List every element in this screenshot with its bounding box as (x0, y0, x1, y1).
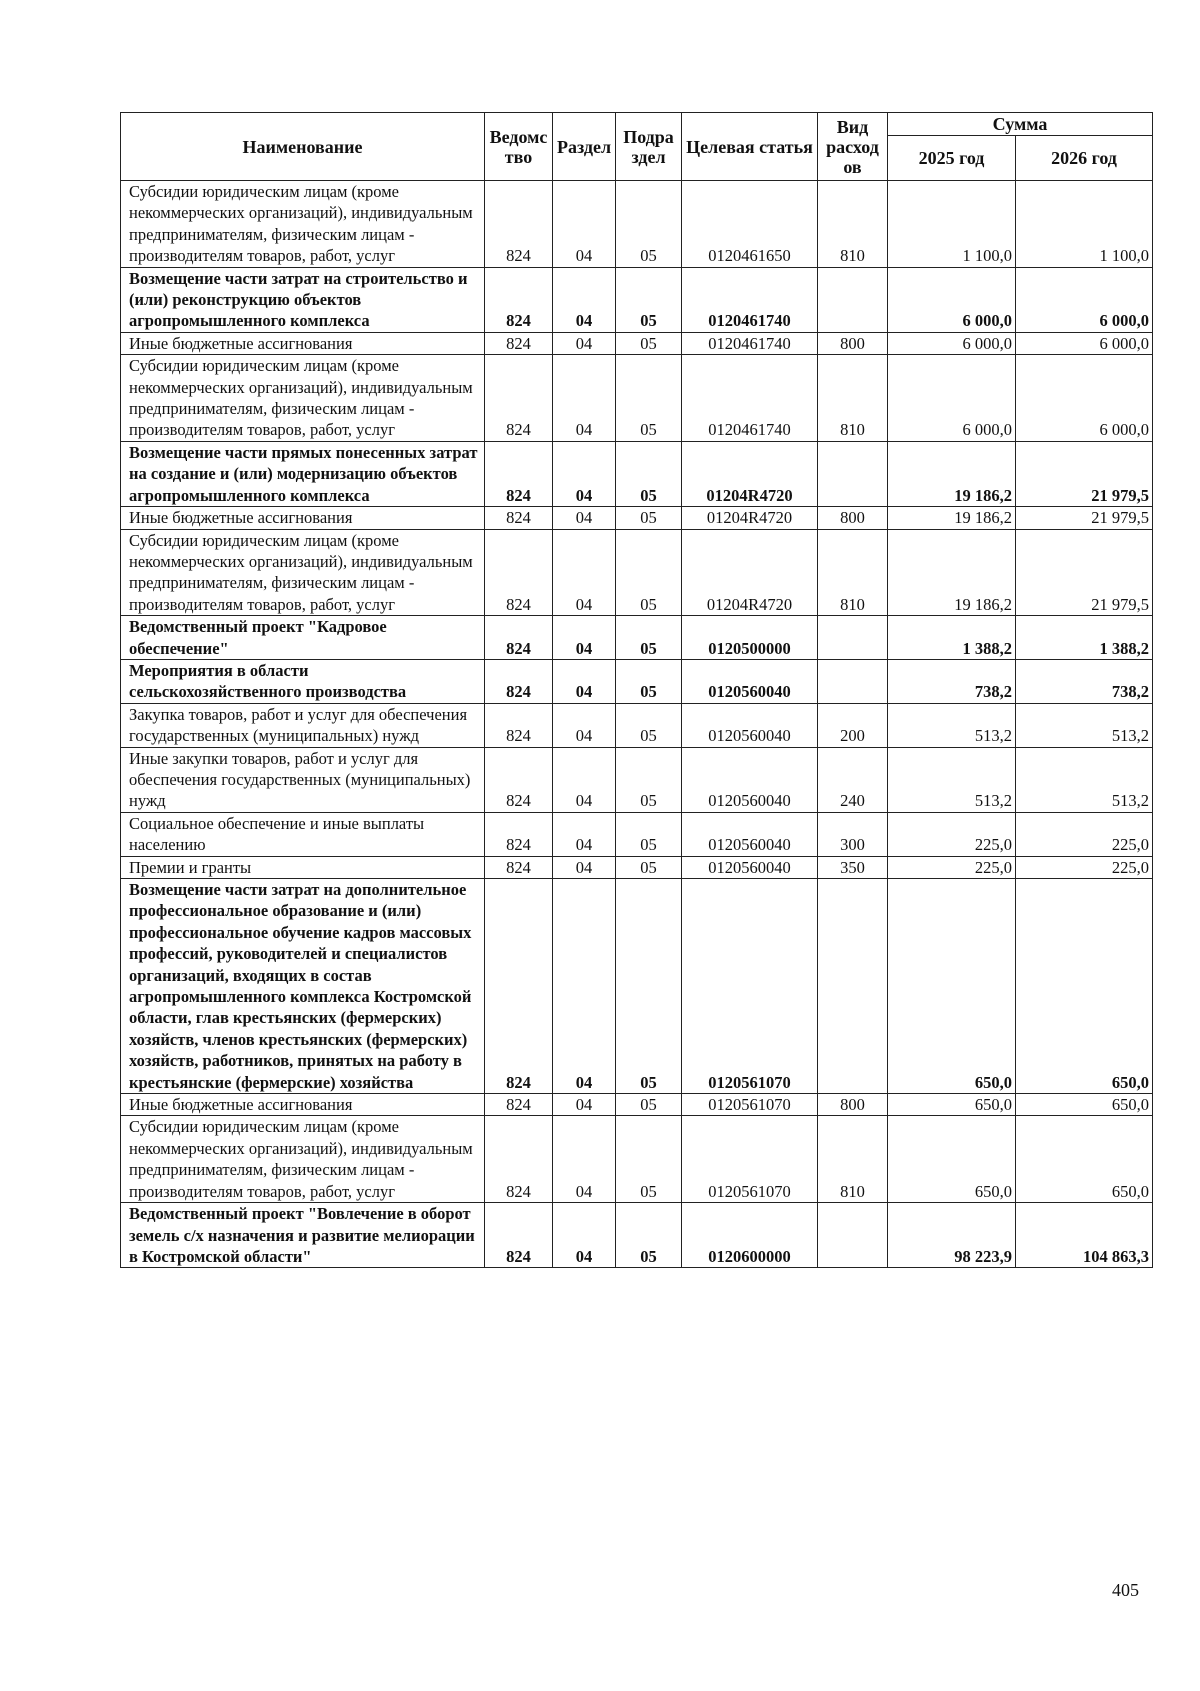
cell-celevaya-statya: 0120560040 (682, 747, 818, 812)
table-row (121, 879, 1153, 1094)
cell-celevaya-statya: 0120560040 (682, 659, 818, 703)
table-row (121, 616, 1153, 660)
cell-vid-rashodov (818, 441, 888, 506)
cell-sum-2026: 6 000,0 (1016, 332, 1153, 354)
cell-vedomstvo: 824 (485, 529, 553, 616)
table-row (121, 747, 1153, 812)
cell-name: Иные бюджетные ассигнования (121, 332, 485, 354)
cell-podrazdel: 05 (616, 441, 682, 506)
cell-name: Закупка товаров, работ и услуг для обеспечения государственных (муниципальных) нужд (121, 703, 485, 747)
cell-podrazdel: 05 (616, 1116, 682, 1203)
cell-sum-2025: 650,0 (888, 1116, 1016, 1203)
cell-sum-2025: 225,0 (888, 856, 1016, 878)
cell-name: Ведомственный проект "Вовлечение в оборот земель с/х назначения и развитие мелиорации в Костромской области" (121, 1203, 485, 1268)
cell-name: Иные бюджетные ассигнования (121, 1094, 485, 1116)
cell-vid-rashodov: 240 (818, 747, 888, 812)
cell-name: Ведомственный проект "Кадровое обеспечение" (121, 616, 485, 660)
cell-podrazdel: 05 (616, 332, 682, 354)
table-row (121, 1203, 1153, 1268)
cell-sum-2026: 513,2 (1016, 747, 1153, 812)
cell-sum-2026: 104 863,3 (1016, 1203, 1153, 1268)
cell-sum-2026: 738,2 (1016, 659, 1153, 703)
cell-razdel: 04 (553, 267, 616, 332)
cell-vedomstvo: 824 (485, 441, 553, 506)
cell-vid-rashodov (818, 616, 888, 660)
table-row (121, 332, 1153, 354)
header-vedomstvo: Ведомс тво (485, 113, 553, 181)
cell-podrazdel: 05 (616, 1203, 682, 1268)
cell-sum-2026: 21 979,5 (1016, 507, 1153, 529)
cell-razdel: 04 (553, 616, 616, 660)
cell-razdel: 04 (553, 879, 616, 1094)
cell-sum-2026: 6 000,0 (1016, 267, 1153, 332)
cell-celevaya-statya: 0120461740 (682, 355, 818, 442)
cell-sum-2025: 513,2 (888, 747, 1016, 812)
cell-name: Мероприятия в области сельскохозяйственного производства (121, 659, 485, 703)
cell-podrazdel: 05 (616, 856, 682, 878)
cell-sum-2026: 6 000,0 (1016, 355, 1153, 442)
cell-razdel: 04 (553, 1203, 616, 1268)
cell-podrazdel: 05 (616, 812, 682, 856)
cell-vid-rashodov: 350 (818, 856, 888, 878)
cell-vedomstvo: 824 (485, 747, 553, 812)
cell-celevaya-statya: 0120560040 (682, 812, 818, 856)
cell-sum-2026: 1 388,2 (1016, 616, 1153, 660)
cell-sum-2025: 650,0 (888, 879, 1016, 1094)
cell-razdel: 04 (553, 441, 616, 506)
cell-vedomstvo: 824 (485, 812, 553, 856)
table-row (121, 267, 1153, 332)
table-row (121, 529, 1153, 616)
cell-vedomstvo: 824 (485, 355, 553, 442)
cell-name: Иные закупки товаров, работ и услуг для обеспечения государственных (муниципальных) нужд (121, 747, 485, 812)
cell-razdel: 04 (553, 659, 616, 703)
cell-sum-2025: 738,2 (888, 659, 1016, 703)
cell-razdel: 04 (553, 529, 616, 616)
cell-podrazdel: 05 (616, 616, 682, 660)
cell-razdel: 04 (553, 747, 616, 812)
cell-sum-2026: 1 100,0 (1016, 181, 1153, 268)
cell-vedomstvo: 824 (485, 181, 553, 268)
cell-sum-2026: 21 979,5 (1016, 441, 1153, 506)
cell-vid-rashodov: 200 (818, 703, 888, 747)
cell-vid-rashodov: 810 (818, 529, 888, 616)
cell-name: Субсидии юридическим лицам (кроме некоммерческих организаций), индивидуальным предпринимателям, физическим лицам - производителям товаров, работ, услуг (121, 529, 485, 616)
cell-vedomstvo: 824 (485, 659, 553, 703)
cell-sum-2025: 19 186,2 (888, 441, 1016, 506)
cell-celevaya-statya: 0120600000 (682, 1203, 818, 1268)
cell-vedomstvo: 824 (485, 267, 553, 332)
cell-vid-rashodov: 810 (818, 1116, 888, 1203)
cell-podrazdel: 05 (616, 747, 682, 812)
table-row (121, 659, 1153, 703)
cell-vedomstvo: 824 (485, 1094, 553, 1116)
header-vid-rashodov: Вид расход ов (818, 113, 888, 181)
cell-sum-2025: 650,0 (888, 1094, 1016, 1116)
table-row (121, 355, 1153, 442)
table-row (121, 856, 1153, 878)
cell-celevaya-statya: 0120561070 (682, 1116, 818, 1203)
cell-podrazdel: 05 (616, 507, 682, 529)
cell-celevaya-statya: 01204R4720 (682, 507, 818, 529)
cell-sum-2026: 650,0 (1016, 1116, 1153, 1203)
cell-vid-rashodov: 810 (818, 355, 888, 442)
table-row (121, 703, 1153, 747)
header-razdel: Раздел (553, 113, 616, 181)
budget-table (120, 112, 1153, 1268)
cell-vid-rashodov (818, 267, 888, 332)
cell-name: Социальное обеспечение и иные выплаты населению (121, 812, 485, 856)
cell-razdel: 04 (553, 181, 616, 268)
cell-name: Субсидии юридическим лицам (кроме некоммерческих организаций), индивидуальным предпринимателям, физическим лицам - производителям товаров, работ, услуг (121, 355, 485, 442)
cell-razdel: 04 (553, 1116, 616, 1203)
cell-podrazdel: 05 (616, 181, 682, 268)
header-year-2025: 2025 год (888, 136, 1016, 181)
cell-sum-2025: 1 388,2 (888, 616, 1016, 660)
cell-vid-rashodov: 800 (818, 332, 888, 354)
cell-celevaya-statya: 0120461650 (682, 181, 818, 268)
cell-sum-2026: 21 979,5 (1016, 529, 1153, 616)
cell-vedomstvo: 824 (485, 1116, 553, 1203)
cell-celevaya-statya: 0120561070 (682, 879, 818, 1094)
cell-name: Возмещение части затрат на строительство и (или) реконструкцию объектов агропромышленного комплекса (121, 267, 485, 332)
cell-celevaya-statya: 0120560040 (682, 856, 818, 878)
table-row (121, 812, 1153, 856)
cell-sum-2026: 225,0 (1016, 856, 1153, 878)
cell-vid-rashodov (818, 1203, 888, 1268)
table-row (121, 181, 1153, 268)
header-podrazdel: Подра здел (616, 113, 682, 181)
header-name: Наименование (121, 113, 485, 181)
cell-podrazdel: 05 (616, 1094, 682, 1116)
cell-sum-2026: 650,0 (1016, 1094, 1153, 1116)
cell-podrazdel: 05 (616, 703, 682, 747)
cell-celevaya-statya: 0120461740 (682, 332, 818, 354)
cell-razdel: 04 (553, 812, 616, 856)
cell-sum-2025: 98 223,9 (888, 1203, 1016, 1268)
cell-sum-2025: 6 000,0 (888, 332, 1016, 354)
cell-razdel: 04 (553, 1094, 616, 1116)
cell-razdel: 04 (553, 703, 616, 747)
cell-podrazdel: 05 (616, 267, 682, 332)
cell-celevaya-statya: 0120561070 (682, 1094, 818, 1116)
cell-podrazdel: 05 (616, 879, 682, 1094)
cell-sum-2025: 19 186,2 (888, 507, 1016, 529)
table-row (121, 1116, 1153, 1203)
cell-vid-rashodov: 800 (818, 1094, 888, 1116)
cell-podrazdel: 05 (616, 529, 682, 616)
cell-vid-rashodov: 300 (818, 812, 888, 856)
cell-name: Премии и гранты (121, 856, 485, 878)
cell-name: Возмещение части затрат на дополнительное профессиональное образование и (или) профессиональное обучение кадров массовых профессий, руководителей и специалистов организаций, входящих в состав агропромышленного комплекса Костромской области, глав крестьянских (фермерских) хозяйств, членов крестьянских (фермерских) хозяйств, работников, принятых на работу в крестьянские (фермерские) хозяйства (121, 879, 485, 1094)
cell-vid-rashodov (818, 659, 888, 703)
cell-razdel: 04 (553, 507, 616, 529)
cell-vedomstvo: 824 (485, 703, 553, 747)
cell-name: Возмещение части прямых понесенных затрат на создание и (или) модернизацию объектов агропромышленного комплекса (121, 441, 485, 506)
cell-sum-2025: 19 186,2 (888, 529, 1016, 616)
table-row (121, 441, 1153, 506)
table-body (121, 181, 1153, 1268)
table-header (121, 113, 1153, 181)
cell-razdel: 04 (553, 856, 616, 878)
cell-vedomstvo: 824 (485, 507, 553, 529)
cell-vedomstvo: 824 (485, 332, 553, 354)
cell-vedomstvo: 824 (485, 879, 553, 1094)
cell-sum-2026: 225,0 (1016, 812, 1153, 856)
cell-vedomstvo: 824 (485, 856, 553, 878)
cell-celevaya-statya: 0120560040 (682, 703, 818, 747)
cell-sum-2026: 513,2 (1016, 703, 1153, 747)
cell-vedomstvo: 824 (485, 616, 553, 660)
cell-celevaya-statya: 0120461740 (682, 267, 818, 332)
cell-celevaya-statya: 01204R4720 (682, 529, 818, 616)
cell-name: Иные бюджетные ассигнования (121, 507, 485, 529)
cell-razdel: 04 (553, 355, 616, 442)
header-year-2026: 2026 год (1016, 136, 1153, 181)
header-summa: Сумма (888, 113, 1153, 136)
cell-podrazdel: 05 (616, 659, 682, 703)
cell-sum-2025: 6 000,0 (888, 267, 1016, 332)
cell-sum-2025: 225,0 (888, 812, 1016, 856)
cell-sum-2025: 1 100,0 (888, 181, 1016, 268)
cell-vid-rashodov: 810 (818, 181, 888, 268)
cell-vedomstvo: 824 (485, 1203, 553, 1268)
cell-name: Субсидии юридическим лицам (кроме некоммерческих организаций), индивидуальным предпринимателям, физическим лицам - производителям товаров, работ, услуг (121, 1116, 485, 1203)
cell-name: Субсидии юридическим лицам (кроме некоммерческих организаций), индивидуальным предпринимателям, физическим лицам - производителям товаров, работ, услуг (121, 181, 485, 268)
cell-razdel: 04 (553, 332, 616, 354)
cell-podrazdel: 05 (616, 355, 682, 442)
cell-sum-2026: 650,0 (1016, 879, 1153, 1094)
cell-vid-rashodov: 800 (818, 507, 888, 529)
table-row (121, 507, 1153, 529)
table-row (121, 1094, 1153, 1116)
page-number: 405 (1112, 1580, 1139, 1600)
cell-celevaya-statya: 01204R4720 (682, 441, 818, 506)
cell-celevaya-statya: 0120500000 (682, 616, 818, 660)
cell-vid-rashodov (818, 879, 888, 1094)
header-celevaya-statya: Целевая статья (682, 113, 818, 181)
cell-sum-2025: 513,2 (888, 703, 1016, 747)
cell-sum-2025: 6 000,0 (888, 355, 1016, 442)
